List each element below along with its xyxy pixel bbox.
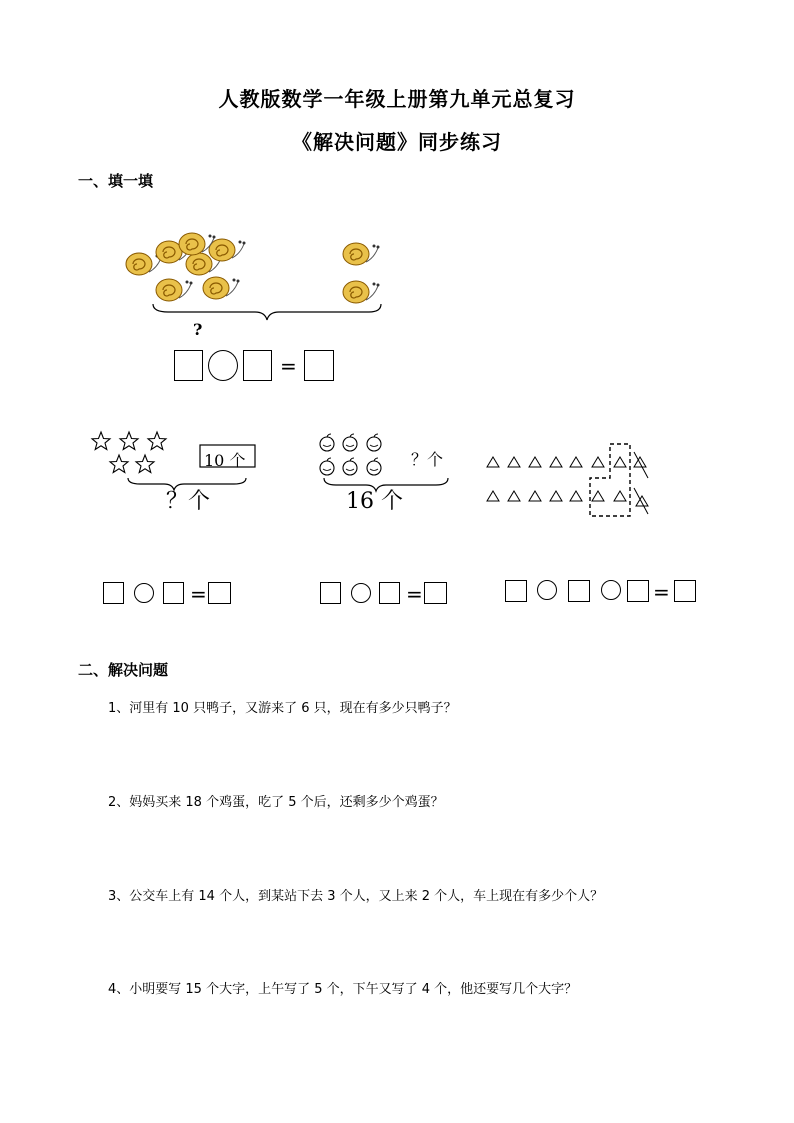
problem-d-picture bbox=[484, 438, 664, 528]
equals-sign: = bbox=[190, 582, 207, 606]
star-icon bbox=[92, 432, 110, 450]
question-3: 3、公交车上有 14 个人，到某站下去 3 个人，又上来 2 个人，车上现在有多少个人？ bbox=[108, 889, 604, 904]
result-box[interactable] bbox=[424, 582, 447, 604]
box-label-10: 10 个 bbox=[204, 451, 246, 470]
apple-icon bbox=[367, 458, 381, 475]
triangle-icon bbox=[592, 457, 604, 467]
result-box[interactable] bbox=[674, 580, 696, 602]
section-heading-fill: 一、填一填 bbox=[78, 172, 154, 190]
answer-box[interactable] bbox=[103, 582, 124, 604]
triangle-icon bbox=[529, 491, 541, 501]
triangle-icon bbox=[634, 457, 646, 467]
triangle-icon bbox=[570, 491, 582, 501]
triangle-icon bbox=[570, 457, 582, 467]
answer-box[interactable] bbox=[320, 582, 341, 604]
apple-icon bbox=[343, 434, 357, 451]
question-mark: ? bbox=[193, 320, 203, 339]
apple-icon bbox=[367, 434, 381, 451]
triangle-icon bbox=[487, 457, 499, 467]
star-icon bbox=[148, 432, 166, 450]
star-icon bbox=[110, 455, 128, 473]
answer-box[interactable] bbox=[379, 582, 400, 604]
answer-box[interactable] bbox=[243, 350, 272, 381]
answer-box[interactable] bbox=[174, 350, 203, 381]
answer-box[interactable] bbox=[627, 580, 649, 602]
triangle-icon bbox=[529, 457, 541, 467]
equals-sign: = bbox=[406, 582, 423, 606]
star-icon bbox=[136, 455, 154, 473]
brace-label-question: ？个 bbox=[166, 489, 211, 514]
page-title: 人教版数学一年级上册第九单元总复习 bbox=[218, 87, 576, 111]
equals-sign: = bbox=[653, 580, 670, 604]
equals-sign: = bbox=[280, 354, 297, 378]
operator-circle[interactable] bbox=[537, 580, 557, 600]
operator-circle[interactable] bbox=[601, 580, 621, 600]
page-subtitle: 《解决问题》同步练习 bbox=[292, 130, 502, 154]
operator-circle[interactable] bbox=[351, 583, 371, 603]
triangle-icon bbox=[508, 457, 520, 467]
problem-a-picture bbox=[120, 228, 390, 338]
result-box[interactable] bbox=[208, 582, 231, 604]
section-heading-solve: 二、解决问题 bbox=[78, 661, 169, 679]
question-4: 4、小明要写 15 个大字，上午写了 5 个，下午又写了 4 个，他还要写几个大字？ bbox=[108, 982, 578, 997]
question-1: 1、河里有 10 只鸭子，又游来了 6 只，现在有多少只鸭子？ bbox=[108, 701, 457, 716]
triangle-icon bbox=[592, 491, 604, 501]
operator-circle[interactable] bbox=[208, 350, 238, 381]
answer-box[interactable] bbox=[163, 582, 184, 604]
brace-label-16: 16 个 bbox=[346, 489, 403, 514]
answer-box[interactable] bbox=[568, 580, 590, 602]
operator-circle[interactable] bbox=[134, 583, 154, 603]
triangle-icon bbox=[550, 457, 562, 467]
right-label-question: ？个 bbox=[411, 450, 444, 469]
triangle-icon bbox=[636, 496, 648, 506]
triangle-icon bbox=[508, 491, 520, 501]
apple-icon bbox=[320, 458, 334, 475]
triangle-icon bbox=[614, 457, 626, 467]
star-icon bbox=[120, 432, 138, 450]
triangle-icon bbox=[550, 491, 562, 501]
snail-icon-group bbox=[120, 228, 390, 338]
apple-icon bbox=[343, 458, 357, 475]
question-2: 2、妈妈买来 18 个鸡蛋，吃了 5 个后，还剩多少个鸡蛋？ bbox=[108, 795, 444, 810]
answer-box[interactable] bbox=[505, 580, 527, 602]
result-box[interactable] bbox=[304, 350, 334, 381]
triangle-icon bbox=[487, 491, 499, 501]
apple-icon bbox=[320, 434, 334, 451]
triangle-icon bbox=[614, 491, 626, 501]
